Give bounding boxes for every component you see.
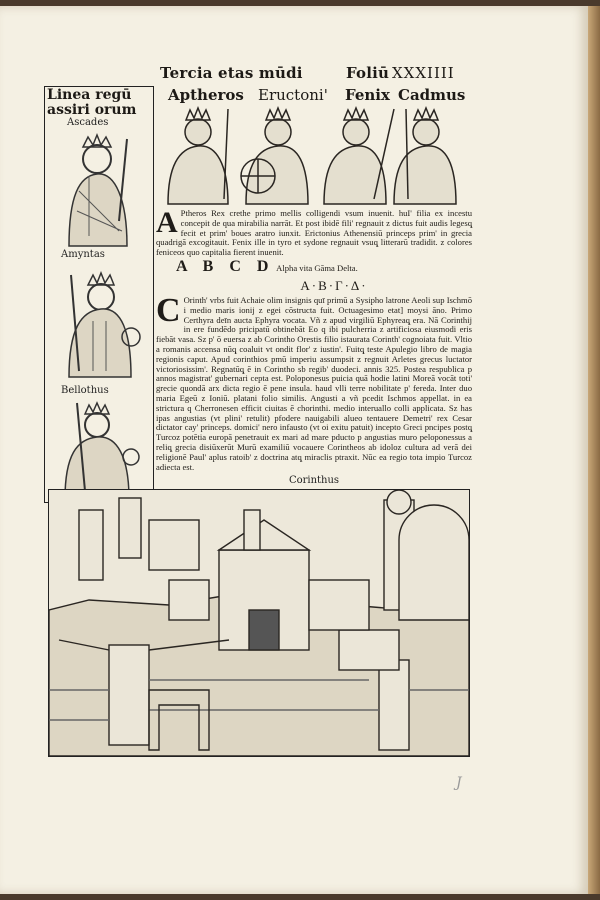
greek-alphabet: Α·Β·Γ·Δ· [300,277,368,293]
book-page [0,6,588,894]
king-woodcut-icon [51,271,147,381]
king-label: Ascades [67,117,109,128]
king-name: Cadmus [398,86,466,104]
text-and-woodcut-column [156,6,472,791]
lineage-box [44,86,154,503]
city-view-icon [49,490,469,756]
paragraph-corinth: Orinth' vrbs fuit Achaie olim insignis quī primū a Sysipho latrone Aeoli sup Ischmō i medio maris ionij z egei cōstructa fuit. Octuagesimo etat] moysi āno. Primo Certhyra deīn aucta Ephyra vocata. Vñ z apud virgiliū Ephyreaq̨ era. Nā Corinthij in ere fundēdo pricipatū obtinebāt Eo q ibi pulcherria z artificiosa eiusmodi eris fiebāt vasa. Sz p' ō euersa z ab Corintho Orestis filio istaurata Corinth' cognoiata fuit. Vltio a romanis accensa nūq̨ coaluit vt ondit flor' z iustin'. Fuitq̨ teste Apulegio libro de magia regionis caput. Apud corinthios pmū imperiu assumpsit z regnuit Arletes grecus luctator victoriosissim'. Regnatūq̨ ē in Corintho sb regib' duodeci. annis 325. Postea respublica p annos magistrat' gubernari cepta est. Poloponesus puicia quā hodie latini Moreā vocāt toti' grecie quondā arx dicta regio ē pene insula. haud vlli terre nobilitate p' fereda. Inter duo maria Egeū z Ioniū. platani folio similis. Angusti a vñ pcedit Ischmos appellat. in ea strictura q Cherronesen efficit ciuitas ē chorinthi. medio interuallo colli applicata. Sz has ipas angustias (vt plini' retulit) pfodere nauigabili alueo tentauere Demetri' rex Cesar dictator cay' princeps. domici' nero infausto (vt oi exitu patuit) incepto Greci pncipes postq̨ Turcoz potētia europā penetrauit ex mari ad mare pducto p angustias muro peloponessus a reliq̨ grecia disiūxerūt Murū examiliū vocauere Corintheos ab idoloz cultura ad verā dei religionē Paul' aplus ratoib' z doctrina atq̨ miraclis ptraxit. Nūc ea regio tota impio Turcoz adiecta est. [156,294,472,472]
woodcut-caption: Corinthus [288,475,340,487]
king-label: Bellothus [61,385,109,396]
king-label: Amyntas [61,249,105,260]
king-name: Aptheros [168,86,244,104]
marginal-pencil-mark: J [456,775,462,792]
corinth-woodcut [48,489,470,757]
drop-cap-A: A [156,206,178,239]
latin-alphabet: A B C D [176,257,275,275]
lineage-title: Linea regū assiri orum [47,87,137,118]
king-woodcut-icon [49,131,145,247]
body-text [156,206,472,472]
alphabet-caption: Alpha vita Gāma Delta. [276,262,358,273]
king-woodcut-icon [51,401,147,499]
drop-cap-C: C [156,291,181,329]
king-name: Fenix [345,86,390,104]
king-name: Eructoni' [258,86,328,104]
folio-number: XXXIIII [392,64,455,82]
folio-label: Foliū [346,64,390,82]
running-title: Tercia etas mūdi [160,64,303,82]
page-edge [588,6,600,894]
paragraph-aptheros: Ptheros Rex crethe primo mellis colligendi vsum inuenit. huI' filia ex incestu concepit de qua mirabilia narrāt. Et post ibidē fili' regnauit z dictus fuit audis legesq̨ fecit et prim' boues aratro iunxit. Erictonius Athenensiū princeps prim' in grecia quadrigā excogitauit. Fenix ille in tyro et sydone regnauit vsuq̨ litterarū tradidit. z colores feniceos quo capitalia fierent inuenit. [156,208,472,258]
